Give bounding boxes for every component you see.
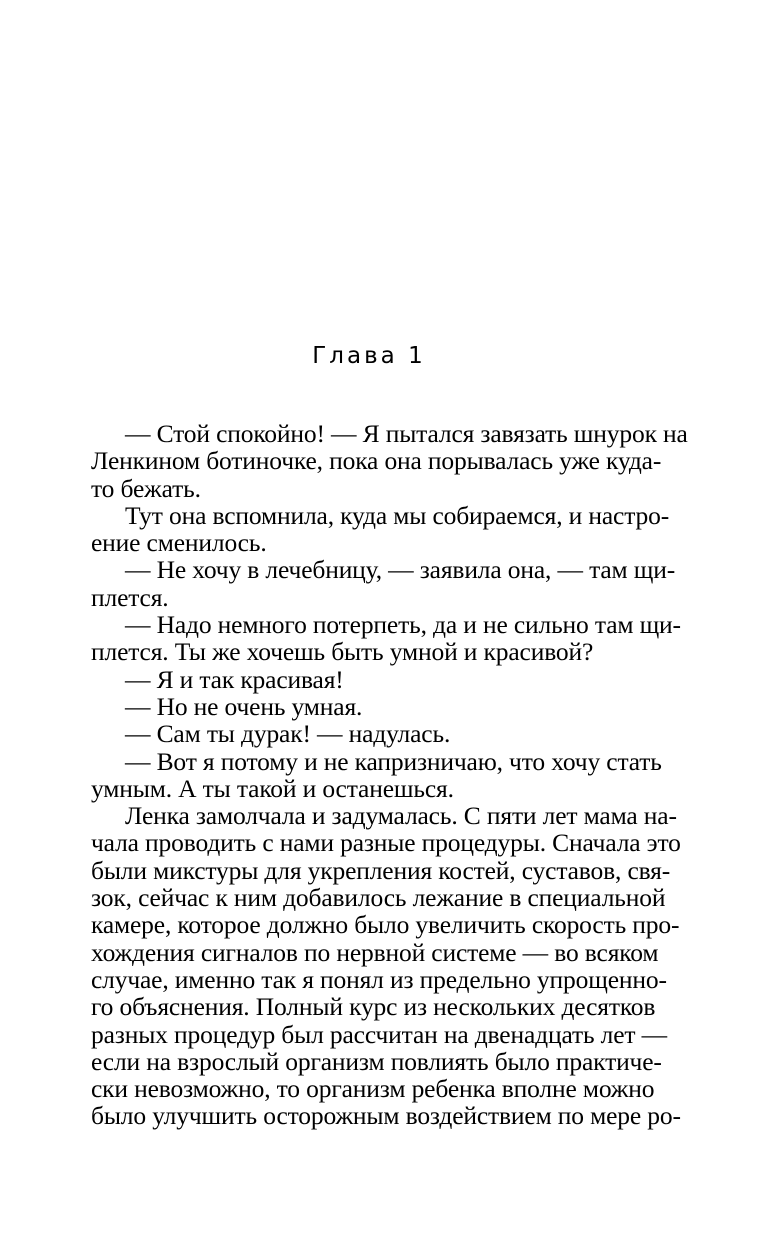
text-line: разных процедур был рассчитан на двенадцать лет —: [91, 1019, 667, 1049]
text-line: — Надо немного потерпеть, да и не сильно там щи-: [125, 610, 681, 640]
paragraph: [91, 720, 651, 747]
paragraph: [91, 610, 681, 667]
text-line: зок, сейчас к ним добавилось лежание в специальной: [91, 883, 666, 913]
text-line: — Вот я потому и не капризничаю, что хочу стать: [125, 746, 662, 776]
text-line: — Но не очень умная.: [125, 691, 363, 721]
paragraph: [91, 500, 670, 558]
paragraph: [91, 693, 651, 720]
text-line: то бежать.: [91, 473, 201, 503]
text-line: Ленкином ботиночке, пока она порывалась уже куда-: [91, 446, 662, 476]
chapter-title: Глава 1: [312, 343, 426, 369]
text-line: — Не хочу в лечебницу, — заявила она, — там щи-: [125, 555, 676, 585]
text-line: хождения сигналов по нервной системе — во всяком: [91, 937, 659, 967]
text-line: плется. Ты же хочешь быть умной и красивой?: [91, 637, 594, 667]
text-line: камере, которое должно было увеличить скорость про-: [91, 910, 680, 940]
text-line: чала проводить с нами разные процедуры. Сначала это: [91, 828, 681, 858]
paragraph: [91, 419, 688, 503]
text-line: плется.: [91, 582, 169, 612]
text-line: — Я и так красивая!: [125, 664, 344, 694]
text-line: ски невозможно, то организм ребенка вполне можно: [91, 1074, 655, 1104]
chapter-text: [91, 419, 688, 1131]
paragraph: [91, 666, 651, 693]
text-line: Ленка замолчала и задумалась. С пяти лет мама на-: [125, 801, 677, 831]
text-line: умным. А ты такой и останешься.: [91, 773, 454, 803]
text-line: — Сам ты дурак! — надулась.: [125, 719, 451, 749]
text-line: если на взрослый организм повлиять было практиче-: [91, 1046, 662, 1076]
text-line: Тут она вспомнила, куда мы собираемся, и настро-: [125, 500, 670, 530]
paragraph: [91, 801, 681, 1131]
paragraph: [91, 746, 662, 803]
paragraph: [91, 555, 676, 612]
text-line: были микстуры для укрепления костей, суставов, свя-: [91, 855, 671, 885]
text-line: было улучшить осторожным воздействием по мере ро-: [91, 1101, 681, 1131]
text-line: ение сменилось.: [91, 528, 267, 558]
text-line: случае, именно так я понял из предельно упрощенно-: [91, 964, 667, 994]
text-line: — Стой спокойно! — Я пытался завязать шнурок на: [125, 419, 688, 448]
text-line: го объяснения. Полный курс из нескольких десятков: [91, 992, 656, 1022]
